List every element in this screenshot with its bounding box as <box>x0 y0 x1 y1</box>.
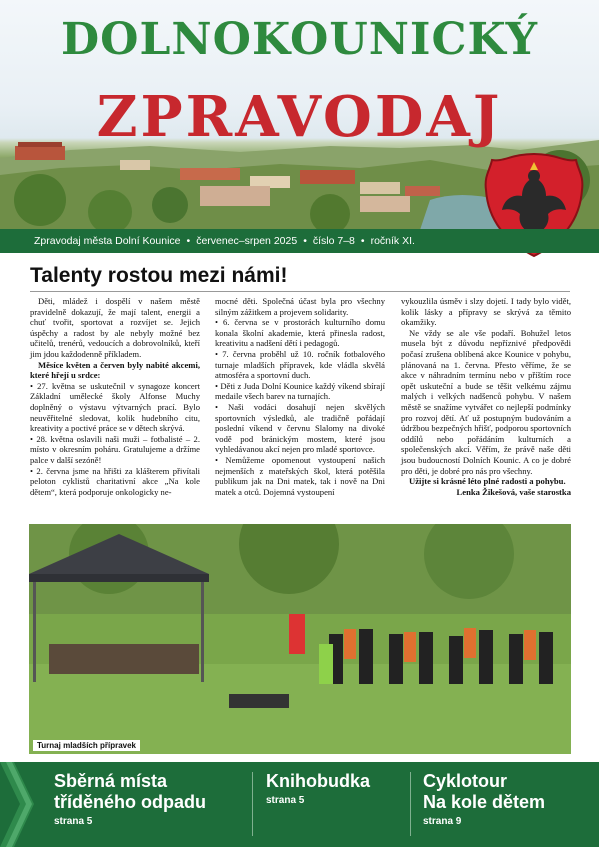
teaser-cyklotour[interactable] <box>423 771 545 827</box>
photo-caption: Turnaj mladších přípravek <box>33 740 140 751</box>
banner-separator: • <box>303 235 307 247</box>
article-body <box>30 296 571 521</box>
article-paragraph: Děti, mládež i dospělí v našem městě pravidelně dokazují, že mají talent, energii a chuť tvořit, sportovat a rozvíjet se. Jejich úspěchy a radost by ale nebyly možné bez učitelů, trenérů, vedoucích a dobrovolníků, kteří jim jdou každodenně příkladem. <box>30 296 200 359</box>
banner-separator: • <box>186 235 191 247</box>
article-column-2 <box>215 296 385 497</box>
article-paragraph: • Nemůžeme opomenout vystoupení našich nejmenších z mateřských škol, která potěšila publikum jak na Dni matek, tak i nově na Dni matek a otců. Dojemná vystoupení <box>215 454 385 497</box>
article-paragraph: • 2. června jsme na hřišti za klášterem přivítali peloton cyklistů charitativní akce „Na kole dětem“, která podporuje onkologicky ne- <box>30 465 200 497</box>
headline-divider <box>30 291 570 292</box>
teaser-title: Sběrná místa <box>54 771 168 791</box>
banner-volume: ročník XI. <box>370 235 415 247</box>
teaser-knihobudka[interactable] <box>266 771 370 806</box>
article-paragraph: Měsíce květen a červen byly nabité akcemi, které hřejí u srdce: <box>30 359 200 381</box>
article-signature: Lenka Žikešová, vaše starostka <box>456 486 571 497</box>
article-paragraph: • Děti z Juda Dolní Kounice každý víkend sbírají medaile všech barev na turnajích. <box>215 380 385 402</box>
teaser-divider <box>410 772 411 836</box>
article-paragraph: • 7. června proběhl už 10. ročník fotbalového turnaje mladších přípravek, kde vládla skvělá atmosféra a sportovní duch. <box>215 348 385 381</box>
article-paragraph: vykouzlila úsměv i slzy dojetí. I tady bylo vidět, kolik lásky a přípravy se skrývá za těmito okamžiky. <box>401 296 571 328</box>
article-paragraph: Užijte si krásné léto plné radosti a pohybu. <box>409 476 566 487</box>
article-paragraph: • Naši vodáci dosahují nejen skvělých sportovních výsledků, ale tradičně pořádají poslední víkend v červnu Slalomy na divoké vodě pod bránickým mostem, které jsou vyhledávanou akcí nejen pro mladé sportovce. <box>215 401 385 455</box>
issue-banner <box>0 229 599 253</box>
teaser-title: Knihobudka <box>266 771 370 791</box>
article-paragraph: mocné děti. Společná účast byla pro všechny silným zážitkem a projevem solidarity. <box>215 296 385 317</box>
tournament-photo <box>29 524 571 754</box>
article-column-3 <box>401 296 571 497</box>
banner-separator: • <box>360 235 365 247</box>
article-paragraph: • 28. května oslavili naši muži – fotbalisté – 2. místo v okresním poháru. Gratulujeme a držíme palce v další sezóně! <box>30 433 200 465</box>
masthead-title-line2: ZPRAVODAJ <box>96 84 503 150</box>
teaser-title: Na kole dětem <box>423 792 546 812</box>
teaser-waste-collection[interactable] <box>54 771 206 827</box>
teaser-title: tříděného odpadu <box>54 792 206 812</box>
footer-teasers <box>0 762 599 847</box>
teaser-divider <box>252 772 253 836</box>
article-paragraph: • 6. června se v prostorách kulturního domu konala školní akademie, která přinesla radost, kreativitu a nadšení dětí i pedagogů. <box>215 317 385 349</box>
tournament-photo-image <box>29 524 571 754</box>
chevron-decoration-icon <box>0 762 40 847</box>
article-paragraph: Ne vždy se ale vše podaří. Bohužel letos musela být z důvodu nepříznivé předpovědi počasí zrušena oblíbená akce Kounice v pohybu, plánovaná na 1. června. Přesto věříme, že se akce v náhradním termínu nebo v příštím roce opět uskuteční a bude se těšit velkému zájmu malých i velkých nadšenců pohybu. V našem městě se snažíme vytvářet co nejlepší podmínky pro rozvoj dětí. Ať už postupným budováním a údržbou bezpečných hřišť, podporou sportovních oddílů nebo pořádáním kulturních a společenských akcí. Věřím, že právě naše děti jsou budoucností Dolních Kounic. A co je dobré pro děti, je dobré pro nás pro všechny. <box>401 327 571 476</box>
article-headline: Talenty rostou mezi námi! <box>30 264 288 287</box>
banner-issue: číslo 7–8 <box>312 235 355 247</box>
teaser-page: strana 9 <box>423 816 462 827</box>
teaser-title: Cyklotour <box>423 771 508 791</box>
teaser-page: strana 5 <box>54 816 93 827</box>
banner-period: červenec–srpen 2025 <box>196 235 298 247</box>
article-column-1 <box>30 296 200 497</box>
masthead-title-line1: DOLNOKOUNICKÝ <box>60 14 539 65</box>
teaser-page: strana 5 <box>266 795 305 806</box>
article-paragraph: • 27. května se uskutečnil v synagoze koncert Základní umělecké školy Alfonse Muchy doplněný o výstavu výtvarných prací. Bylo neuvěřitelné sledovat, kolik hudebního citu, kreativity a poctivé práce se v dětech skrývá. <box>30 380 200 434</box>
banner-publisher: Zpravodaj města Dolní Kounice <box>34 235 181 247</box>
